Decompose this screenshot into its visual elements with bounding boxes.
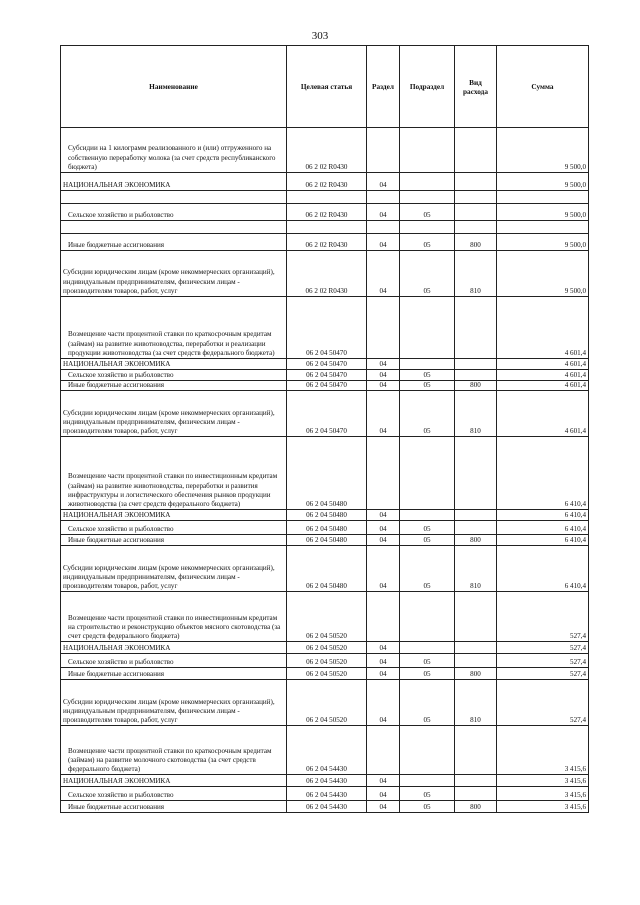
expense-type: 810 bbox=[455, 680, 497, 726]
header-row bbox=[61, 46, 589, 128]
section-code: 04 bbox=[367, 654, 400, 668]
expense-type bbox=[455, 128, 497, 173]
section-code bbox=[367, 437, 400, 510]
target-code: 06 2 04 50520 bbox=[287, 668, 367, 680]
target-code: 06 2 04 54430 bbox=[287, 801, 367, 813]
page-number: 303 bbox=[311, 30, 329, 42]
row-name bbox=[61, 191, 287, 204]
expense-type: 800 bbox=[455, 535, 497, 546]
expense-type bbox=[455, 592, 497, 642]
amount: 6 410,4 bbox=[497, 535, 589, 546]
target-code: 06 2 04 50520 bbox=[287, 642, 367, 654]
row-name bbox=[61, 221, 287, 234]
row-name: Субсидии юридическим лицам (кроме некоммерческих организаций), индивидуальным предпринимателям, физическим лицам - производителям товаров, работ, услуг bbox=[61, 680, 287, 726]
target-code: 06 2 04 50480 bbox=[287, 546, 367, 592]
table-row bbox=[61, 251, 589, 297]
row-name: Субсидии юридическим лицам (кроме некоммерческих организаций), индивидуальным предпринимателям, физическим лицам - производителям товаров, работ, услуг bbox=[61, 251, 287, 297]
amount: 527,4 bbox=[497, 654, 589, 668]
expense-type: 800 bbox=[455, 234, 497, 251]
table-row bbox=[61, 787, 589, 801]
row-name: Сельское хозяйство и рыболовство bbox=[61, 654, 287, 668]
amount: 4 601,4 bbox=[497, 359, 589, 370]
section-code: 04 bbox=[367, 381, 400, 391]
subsection-code: 05 bbox=[400, 787, 455, 801]
row-name: НАЦИОНАЛЬНАЯ ЭКОНОМИКА bbox=[61, 359, 287, 370]
table-row bbox=[61, 775, 589, 787]
table-row bbox=[61, 370, 589, 381]
header-name: Наименование bbox=[61, 46, 287, 128]
expense-type bbox=[455, 297, 497, 359]
row-name: Субсидии юридическим лицам (кроме некоммерческих организаций), индивидуальным предпринимателям, физическим лицам - производителям товаров, работ, услуг bbox=[61, 546, 287, 592]
header-exp-type: Вид расхода bbox=[455, 46, 497, 128]
subsection-code: 05 bbox=[400, 546, 455, 592]
section-code bbox=[367, 221, 400, 234]
table-row bbox=[61, 510, 589, 521]
subsection-code bbox=[400, 191, 455, 204]
table-row bbox=[61, 297, 589, 359]
amount: 4 601,4 bbox=[497, 297, 589, 359]
row-name: Возмещение части процентной ставки по краткосрочным кредитам (займам) на развитие животноводства, переработки и реализации продукции животноводства (за счет средств федерального бюджета) bbox=[61, 297, 287, 359]
amount: 527,4 bbox=[497, 668, 589, 680]
amount: 3 415,6 bbox=[497, 787, 589, 801]
header-amount: Сумма bbox=[497, 46, 589, 128]
expense-type bbox=[455, 173, 497, 191]
table-row bbox=[61, 668, 589, 680]
expense-type: 800 bbox=[455, 381, 497, 391]
expense-type: 800 bbox=[455, 801, 497, 813]
table-row bbox=[61, 204, 589, 221]
section-code: 04 bbox=[367, 370, 400, 381]
amount: 4 601,4 bbox=[497, 391, 589, 437]
target-code: 06 2 04 50480 bbox=[287, 535, 367, 546]
expense-type bbox=[455, 726, 497, 775]
amount: 527,4 bbox=[497, 592, 589, 642]
subsection-code: 05 bbox=[400, 668, 455, 680]
target-code: 06 2 04 50520 bbox=[287, 654, 367, 668]
target-code: 06 2 04 54430 bbox=[287, 726, 367, 775]
table-row bbox=[61, 801, 589, 813]
amount: 6 410,4 bbox=[497, 437, 589, 510]
table-row bbox=[61, 535, 589, 546]
table-row bbox=[61, 680, 589, 726]
section-code: 04 bbox=[367, 642, 400, 654]
section-code: 04 bbox=[367, 204, 400, 221]
subsection-code bbox=[400, 128, 455, 173]
table-row bbox=[61, 521, 589, 535]
section-code bbox=[367, 726, 400, 775]
amount: 9 500,0 bbox=[497, 251, 589, 297]
amount: 527,4 bbox=[497, 680, 589, 726]
expense-type: 800 bbox=[455, 668, 497, 680]
row-name: НАЦИОНАЛЬНАЯ ЭКОНОМИКА bbox=[61, 642, 287, 654]
section-code bbox=[367, 128, 400, 173]
budget-table bbox=[60, 45, 589, 813]
section-code: 04 bbox=[367, 775, 400, 787]
row-name: Иные бюджетные ассигнования bbox=[61, 234, 287, 251]
row-name: НАЦИОНАЛЬНАЯ ЭКОНОМИКА bbox=[61, 775, 287, 787]
amount: 6 410,4 bbox=[497, 510, 589, 521]
amount: 9 500,0 bbox=[497, 128, 589, 173]
section-code: 04 bbox=[367, 251, 400, 297]
expense-type bbox=[455, 654, 497, 668]
subsection-code bbox=[400, 221, 455, 234]
section-code: 04 bbox=[367, 521, 400, 535]
expense-type: 810 bbox=[455, 251, 497, 297]
amount: 3 415,6 bbox=[497, 775, 589, 787]
amount: 4 601,4 bbox=[497, 370, 589, 381]
header-subsection: Подраздел bbox=[400, 46, 455, 128]
subsection-code bbox=[400, 437, 455, 510]
subsection-code: 05 bbox=[400, 251, 455, 297]
subsection-code bbox=[400, 297, 455, 359]
expense-type bbox=[455, 775, 497, 787]
row-name: Возмещение части процентной ставки по инвестиционным кредитам на строительство и реконструкцию объектов мясного скотоводства (за счет средств федерального бюджета) bbox=[61, 592, 287, 642]
expense-type: 810 bbox=[455, 546, 497, 592]
table-row bbox=[61, 642, 589, 654]
table-row bbox=[61, 381, 589, 391]
row-name: Иные бюджетные ассигнования bbox=[61, 535, 287, 546]
expense-type bbox=[455, 510, 497, 521]
table-row bbox=[61, 221, 589, 234]
row-name: Сельское хозяйство и рыболовство bbox=[61, 204, 287, 221]
section-code bbox=[367, 297, 400, 359]
target-code bbox=[287, 191, 367, 204]
row-name: Субсидии юридическим лицам (кроме некоммерческих организаций), индивидуальным предпринимателям, физическим лицам - производителям товаров, работ, услуг bbox=[61, 391, 287, 437]
section-code: 04 bbox=[367, 787, 400, 801]
section-code: 04 bbox=[367, 173, 400, 191]
amount: 6 410,4 bbox=[497, 546, 589, 592]
row-name: Иные бюджетные ассигнования bbox=[61, 668, 287, 680]
target-code: 06 2 04 54430 bbox=[287, 787, 367, 801]
row-name: Иные бюджетные ассигнования bbox=[61, 801, 287, 813]
expense-type bbox=[455, 642, 497, 654]
table-body bbox=[61, 128, 589, 813]
expense-type bbox=[455, 204, 497, 221]
expense-type bbox=[455, 370, 497, 381]
amount: 3 415,6 bbox=[497, 726, 589, 775]
row-name: Сельское хозяйство и рыболовство bbox=[61, 521, 287, 535]
target-code: 06 2 04 50470 bbox=[287, 391, 367, 437]
subsection-code bbox=[400, 726, 455, 775]
table-row bbox=[61, 592, 589, 642]
amount: 527,4 bbox=[497, 642, 589, 654]
table-row bbox=[61, 234, 589, 251]
target-code: 06 2 02 R0430 bbox=[287, 204, 367, 221]
target-code: 06 2 04 50520 bbox=[287, 592, 367, 642]
target-code: 06 2 04 50480 bbox=[287, 510, 367, 521]
subsection-code bbox=[400, 642, 455, 654]
expense-type bbox=[455, 191, 497, 204]
target-code: 06 2 02 R0430 bbox=[287, 234, 367, 251]
section-code: 04 bbox=[367, 359, 400, 370]
amount: 4 601,4 bbox=[497, 381, 589, 391]
table-row bbox=[61, 654, 589, 668]
subsection-code bbox=[400, 359, 455, 370]
section-code: 04 bbox=[367, 801, 400, 813]
target-code: 06 2 04 54430 bbox=[287, 775, 367, 787]
table-row bbox=[61, 437, 589, 510]
amount: 9 500,0 bbox=[497, 204, 589, 221]
amount: 3 415,6 bbox=[497, 801, 589, 813]
subsection-code: 05 bbox=[400, 654, 455, 668]
table-row bbox=[61, 546, 589, 592]
target-code: 06 2 04 50520 bbox=[287, 680, 367, 726]
expense-type bbox=[455, 521, 497, 535]
target-code: 06 2 02 R0430 bbox=[287, 173, 367, 191]
subsection-code: 05 bbox=[400, 370, 455, 381]
amount: 9 500,0 bbox=[497, 234, 589, 251]
row-name: НАЦИОНАЛЬНАЯ ЭКОНОМИКА bbox=[61, 173, 287, 191]
target-code: 06 2 04 50470 bbox=[287, 381, 367, 391]
section-code: 04 bbox=[367, 391, 400, 437]
expense-type: 810 bbox=[455, 391, 497, 437]
subsection-code: 05 bbox=[400, 204, 455, 221]
subsection-code bbox=[400, 775, 455, 787]
expense-type bbox=[455, 359, 497, 370]
table-row bbox=[61, 359, 589, 370]
subsection-code bbox=[400, 510, 455, 521]
row-name: Возмещение части процентной ставки по инвестиционным кредитам (займам) на развитие животноводства, переработки и развития инфраструктуры и логистического обеспечения рынков продукции животноводства (за счет средств федерального бюджета) bbox=[61, 437, 287, 510]
amount: 6 410,4 bbox=[497, 521, 589, 535]
section-code: 04 bbox=[367, 510, 400, 521]
row-name: Сельское хозяйство и рыболовство bbox=[61, 370, 287, 381]
expense-type bbox=[455, 787, 497, 801]
header-section: Раздел bbox=[367, 46, 400, 128]
table-row bbox=[61, 173, 589, 191]
expense-type bbox=[455, 221, 497, 234]
target-code: 06 2 04 50470 bbox=[287, 297, 367, 359]
header-target: Целевая статья bbox=[287, 46, 367, 128]
subsection-code: 05 bbox=[400, 234, 455, 251]
row-name: Субсидии на 1 килограмм реализованного и (или) отгруженного на собственную переработку молока (за счет средств республиканского бюджета) bbox=[61, 128, 287, 173]
section-code: 04 bbox=[367, 668, 400, 680]
row-name: НАЦИОНАЛЬНАЯ ЭКОНОМИКА bbox=[61, 510, 287, 521]
row-name: Возмещение части процентной ставки по краткосрочным кредитам (займам) на развитие молочного скотоводства (за счет средств федерального бюджета) bbox=[61, 726, 287, 775]
subsection-code bbox=[400, 173, 455, 191]
subsection-code: 05 bbox=[400, 521, 455, 535]
subsection-code: 05 bbox=[400, 801, 455, 813]
section-code: 04 bbox=[367, 546, 400, 592]
table-row bbox=[61, 191, 589, 204]
amount bbox=[497, 191, 589, 204]
subsection-code: 05 bbox=[400, 535, 455, 546]
target-code: 06 2 04 50480 bbox=[287, 437, 367, 510]
target-code: 06 2 04 50480 bbox=[287, 521, 367, 535]
target-code: 06 2 04 50470 bbox=[287, 370, 367, 381]
target-code: 06 2 02 R0430 bbox=[287, 251, 367, 297]
row-name: Иные бюджетные ассигнования bbox=[61, 381, 287, 391]
table-row bbox=[61, 726, 589, 775]
section-code bbox=[367, 592, 400, 642]
section-code bbox=[367, 191, 400, 204]
section-code: 04 bbox=[367, 535, 400, 546]
section-code: 04 bbox=[367, 680, 400, 726]
subsection-code: 05 bbox=[400, 680, 455, 726]
amount bbox=[497, 221, 589, 234]
subsection-code: 05 bbox=[400, 391, 455, 437]
expense-type bbox=[455, 437, 497, 510]
section-code: 04 bbox=[367, 234, 400, 251]
table-row bbox=[61, 391, 589, 437]
subsection-code: 05 bbox=[400, 381, 455, 391]
target-code bbox=[287, 221, 367, 234]
target-code: 06 2 04 50470 bbox=[287, 359, 367, 370]
row-name: Сельское хозяйство и рыболовство bbox=[61, 787, 287, 801]
table-header bbox=[61, 46, 589, 128]
target-code: 06 2 02 R0430 bbox=[287, 128, 367, 173]
subsection-code bbox=[400, 592, 455, 642]
amount: 9 500,0 bbox=[497, 173, 589, 191]
table-row bbox=[61, 128, 589, 173]
